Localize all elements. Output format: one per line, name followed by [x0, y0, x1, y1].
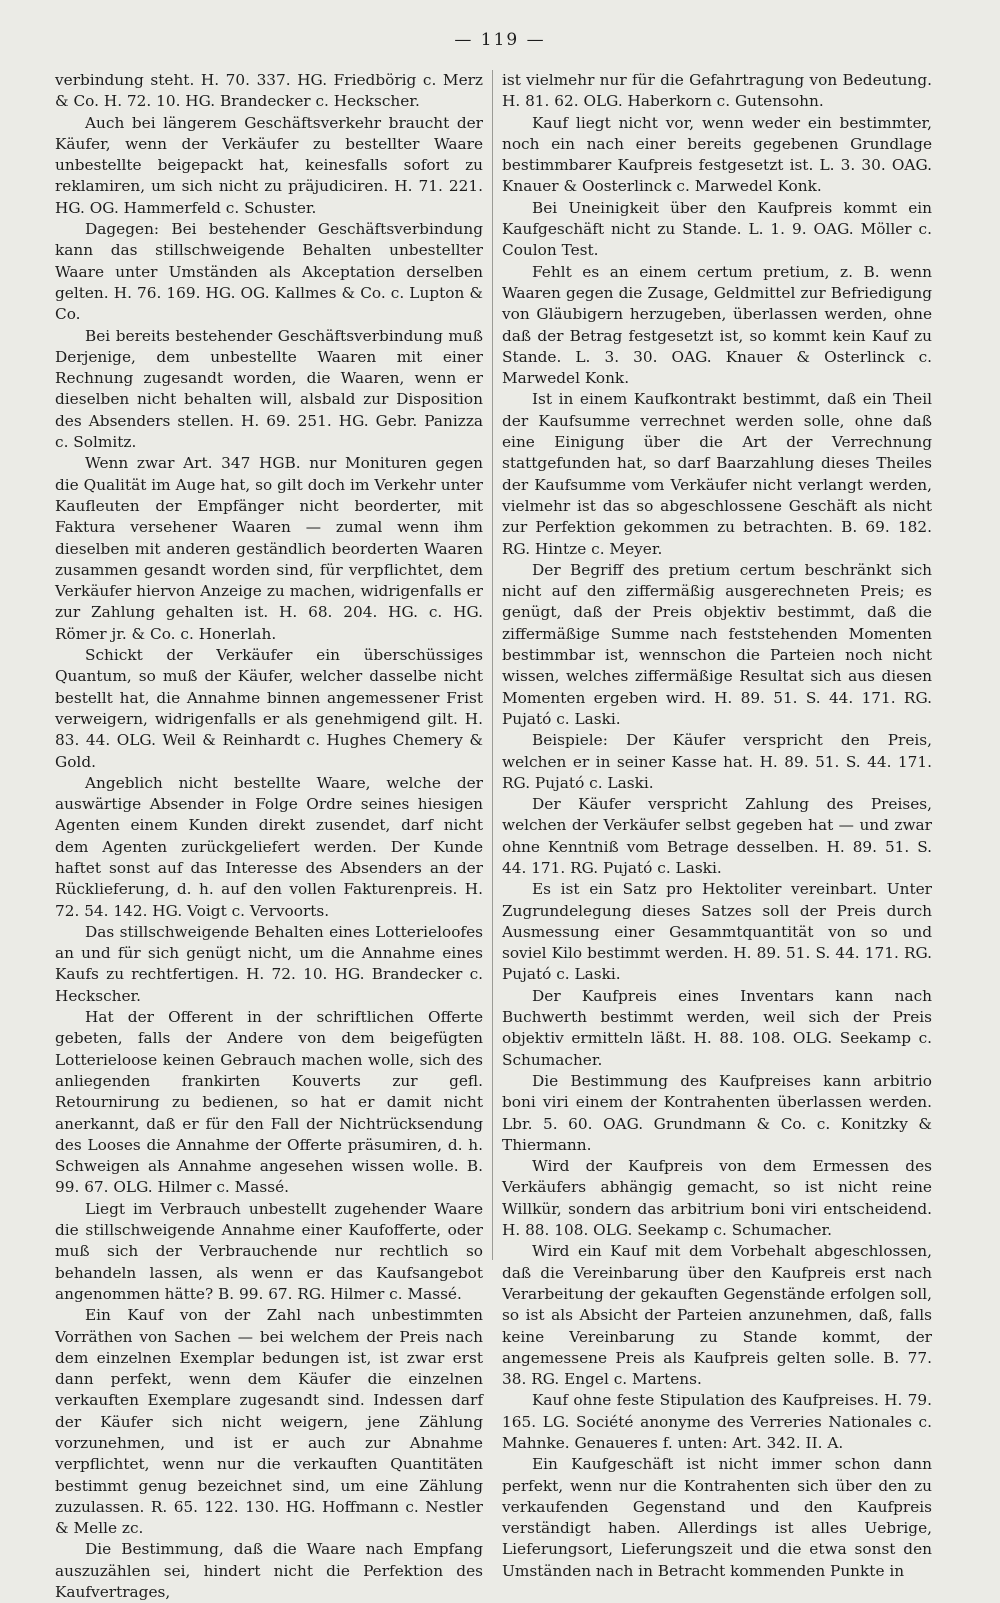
paragraph: Auch bei längerem Geschäftsverkehr braucht der Käufer, wenn der Verkäufer zu bestellter Waare unbestellte beigepackt hat, keinesfalls sofort zu reklamiren, um sich nicht zu präjudiciren. H. 71. 221. HG. OG. Hammerfeld c. Schuster.	[55, 113, 483, 217]
paragraph: Ein Kauf von der Zahl nach unbestimmten Vorräthen von Sachen — bei welchem der Preis nach dem einzelnen Exemplar bedungen ist, ist zwar erst dann perfekt, wenn dem Käufer die einzelnen verkauften Exemplare zugesandt sind. Indessen darf der Käufer sich nicht weigern, jene Zählung vorzunehmen, und ist er auch zur Abnahme verpflichtet, wenn nur die verkauften Quantitäten bestimmt genug bezeichnet sind, um eine Zählung zuzulassen. R. 65. 122. 130. HG. Hoffmann c. Nestler & Melle zc.	[55, 1306, 483, 1538]
paragraph: Die Bestimmung des Kaufpreises kann arbitrio boni viri einem der Kontrahenten überlassen werden. Lbr. 5. 60. OAG. Grundmann & Co. c. Konitzky & Thiermann.	[502, 1071, 932, 1154]
paragraph: Kauf ohne feste Stipulation des Kaufpreises. H. 79. 165. LG. Société anonyme des Verreries Nationales c. Mahnke. Genaueres f. unten: Art. 342. II. A.	[502, 1391, 932, 1452]
column-divider	[492, 70, 493, 1260]
paragraph: Schickt der Verkäufer ein überschüssiges Quantum, so muß der Käufer, welcher dasselbe nicht bestellt hat, die Annahme binnen angemessener Frist verweigern, widrigenfalls er als genehmigend gilt. H. 83. 44. OLG. Weil & Reinhardt c. Hughes Chemery & Gold.	[55, 646, 483, 771]
paragraph: Beispiele: Der Käufer verspricht den Preis, welchen er in seiner Kasse hat. H. 89. 51. S. 44. 171. RG. Pujató c. Laski.	[502, 731, 932, 792]
paragraph: Der Käufer verspricht Zahlung des Preises, welchen der Verkäufer selbst gegeben hat — und zwar ohne Kenntniß vom Betrage desselben. H. 89. 51. S. 44. 171. RG. Pujató c. Laski.	[502, 795, 932, 877]
paragraph: Wenn zwar Art. 347 HGB. nur Monituren gegen die Qualität im Auge hat, so gilt doch im Verkehr unter Kaufleuten der Empfänger nicht beorderter, mit Faktura versehener Waaren — zumal wenn ihm dieselben mit anderen geständlich beorderten Waaren zusammen gesandt worden sind, für verpflichtet, dem Verkäufer hiervon Anzeige zu machen, widrigenfalls er zur Zahlung gehalten ist. H. 68. 204. HG. c. HG. Römer jr. & Co. c. Honerlah.	[55, 454, 483, 643]
paragraph: Hat der Offerent in der schriftlichen Offerte gebeten, falls der Andere von dem beigefügten Lotterieloose keinen Gebrauch machen wolle, sich des anliegenden frankirten Kouverts zur gefl. Retournirung zu bedienen, so hat er damit nicht anerkannt, daß er für den Fall der Nichtrücksendung des Looses die Annahme der Offerte präsumiren, d. h. Schweigen als Annahme angesehen wissen wolle. B. 99. 67. OLG. Hilmer c. Massé.	[55, 1008, 483, 1197]
paragraph: ist vielmehr nur für die Gefahrtragung von Bedeutung. H. 81. 62. OLG. Haberkorn c. Gutensohn.	[502, 71, 932, 111]
page-number: — 119 —	[454, 30, 546, 50]
paragraph: Wird der Kaufpreis von dem Ermessen des Verkäufers abhängig gemacht, so ist nicht reine Willkür, sondern das arbitrium boni viri entscheidend. H. 88. 108. OLG. Seekamp c. Schumacher.	[502, 1157, 932, 1240]
left-column	[55, 70, 483, 1603]
paragraph: Liegt im Verbrauch unbestellt zugehender Waare die stillschweigende Annahme einer Kaufofferte, oder muß sich der Verbrauchende nur rechtlich so behandeln lassen, als wenn er das Kaufsangebot angenommen hätte? B. 99. 67. RG. Hilmer c. Massé.	[55, 1199, 483, 1303]
paragraph: Ein Kaufgeschäft ist nicht immer schon dann perfekt, wenn nur die Kontrahenten sich über den zu verkaufenden Gegenstand und den Kaufpreis verständigt haben. Allerdings ist alles Uebrige, Lieferungsort, Lieferungszeit und die etwa sonst den Umständen nach in Betracht kommenden Punkte in	[502, 1455, 932, 1580]
paragraph: Es ist ein Satz pro Hektoliter vereinbart. Unter Zugrundelegung dieses Satzes soll der Preis durch Ausmessung einer Gesammtquantität von so und soviel Kilo bestimmt werden. H. 89. 51. S. 44. 171. RG. Pujató c. Laski.	[502, 880, 932, 984]
paragraph: Wird ein Kauf mit dem Vorbehalt abgeschlossen, daß die Vereinbarung über den Kaufpreis erst nach Verarbeitung der gekauften Gegenstände erfolgen soll, so ist als Absicht der Parteien anzunehmen, daß, falls keine Vereinbarung zu Stande kommt, der angemessene Preis als Kaufpreis gelten solle. B. 77. 38. RG. Engel c. Martens.	[502, 1242, 932, 1389]
paragraph: Der Kaufpreis eines Inventars kann nach Buchwerth bestimmt werden, weil sich der Preis objektiv ermitteln läßt. H. 88. 108. OLG. Seekamp c. Schumacher.	[502, 986, 932, 1069]
paragraph: Der Begriff des pretium certum beschränkt sich nicht auf den ziffermäßig ausgerechneten Preis; es genügt, daß der Preis objektiv bestimmt, daß die ziffermäßige Summe nach feststehenden Momenten bestimmbar ist, wennschon die Parteien noch nicht wissen, welches ziffermäßige Resultat sich aus diesen Momenten ergeben wird. H. 89. 51. S. 44. 171. RG. Pujató c. Laski.	[502, 560, 932, 728]
paragraph: Dagegen: Bei bestehender Geschäftsverbindung kann das stillschweigende Behalten unbestellter Waare unter Umständen als Akceptation derselben gelten. H. 76. 169. HG. OG. Kallmes & Co. c. Lupton & Co.	[55, 220, 483, 324]
right-column	[502, 70, 932, 1582]
paragraph: verbindung steht. H. 70. 337. HG. Friedbörig c. Merz & Co. H. 72. 10. HG. Brandecker c. Heckscher.	[55, 71, 483, 111]
paragraph: Bei bereits bestehender Geschäftsverbindung muß Derjenige, dem unbestellte Waaren mit einer Rechnung zugesandt worden, die Waaren, wenn er dieselben nicht behalten will, alsbald zur Disposition des Absenders stellen. H. 69. 251. HG. Gebr. Panizza c. Solmitz.	[55, 326, 483, 452]
paragraph: Bei Uneinigkeit über den Kaufpreis kommt ein Kaufgeschäft nicht zu Stande. L. 1. 9. OAG. Möller c. Coulon Test.	[502, 198, 932, 260]
paragraph: Die Bestimmung, daß die Waare nach Empfang auszuzählen sei, hindert nicht die Perfektion des Kaufvertrages,	[55, 1540, 483, 1602]
paragraph: Ist in einem Kaufkontrakt bestimmt, daß ein Theil der Kaufsumme verrechnet werden solle, ohne daß eine Einigung über die Art der Verrechnung stattgefunden hat, so darf Baarzahlung dieses Theiles der Kaufsumme vom Verkäufer nicht verlangt werden, vielmehr ist das so abgeschlossene Geschäft als nicht zur Perfektion gekommen zu betrachten. B. 69. 182. RG. Hintze c. Meyer.	[502, 390, 932, 558]
paragraph: Kauf liegt nicht vor, wenn weder ein bestimmter, noch ein nach einer bereits gegebenen Grundlage bestimmbarer Kaufpreis festgesetzt ist. L. 3. 30. OAG. Knauer & Oosterlinck c. Marwedel Konk.	[502, 113, 932, 196]
paragraph: Fehlt es an einem certum pretium, z. B. wenn Waaren gegen die Zusage, Geldmittel zur Befriedigung von Gläubigern herzugeben, überlassen werden, ohne daß der Betrag festgesetzt ist, so kommt kein Kauf zu Stande. L. 3. 30. OAG. Knauer & Osterlinck c. Marwedel Konk.	[502, 262, 932, 388]
paragraph: Das stillschweigende Behalten eines Lotterieloofes an und für sich genügt nicht, um die Annahme eines Kaufs zu rechtfertigen. H. 72. 10. HG. Brandecker c. Heckscher.	[55, 922, 483, 1005]
paragraph: Angeblich nicht bestellte Waare, welche der auswärtige Absender in Folge Ordre seines hiesigen Agenten einem Kunden direkt zusendet, darf nicht dem Agenten zurückgeliefert werden. Der Kunde haftet sonst auf das Interesse des Absenders an der Rücklieferung, d. h. auf den vollen Fakturenpreis. H. 72. 54. 142. HG. Voigt c. Vervoorts.	[55, 773, 483, 920]
